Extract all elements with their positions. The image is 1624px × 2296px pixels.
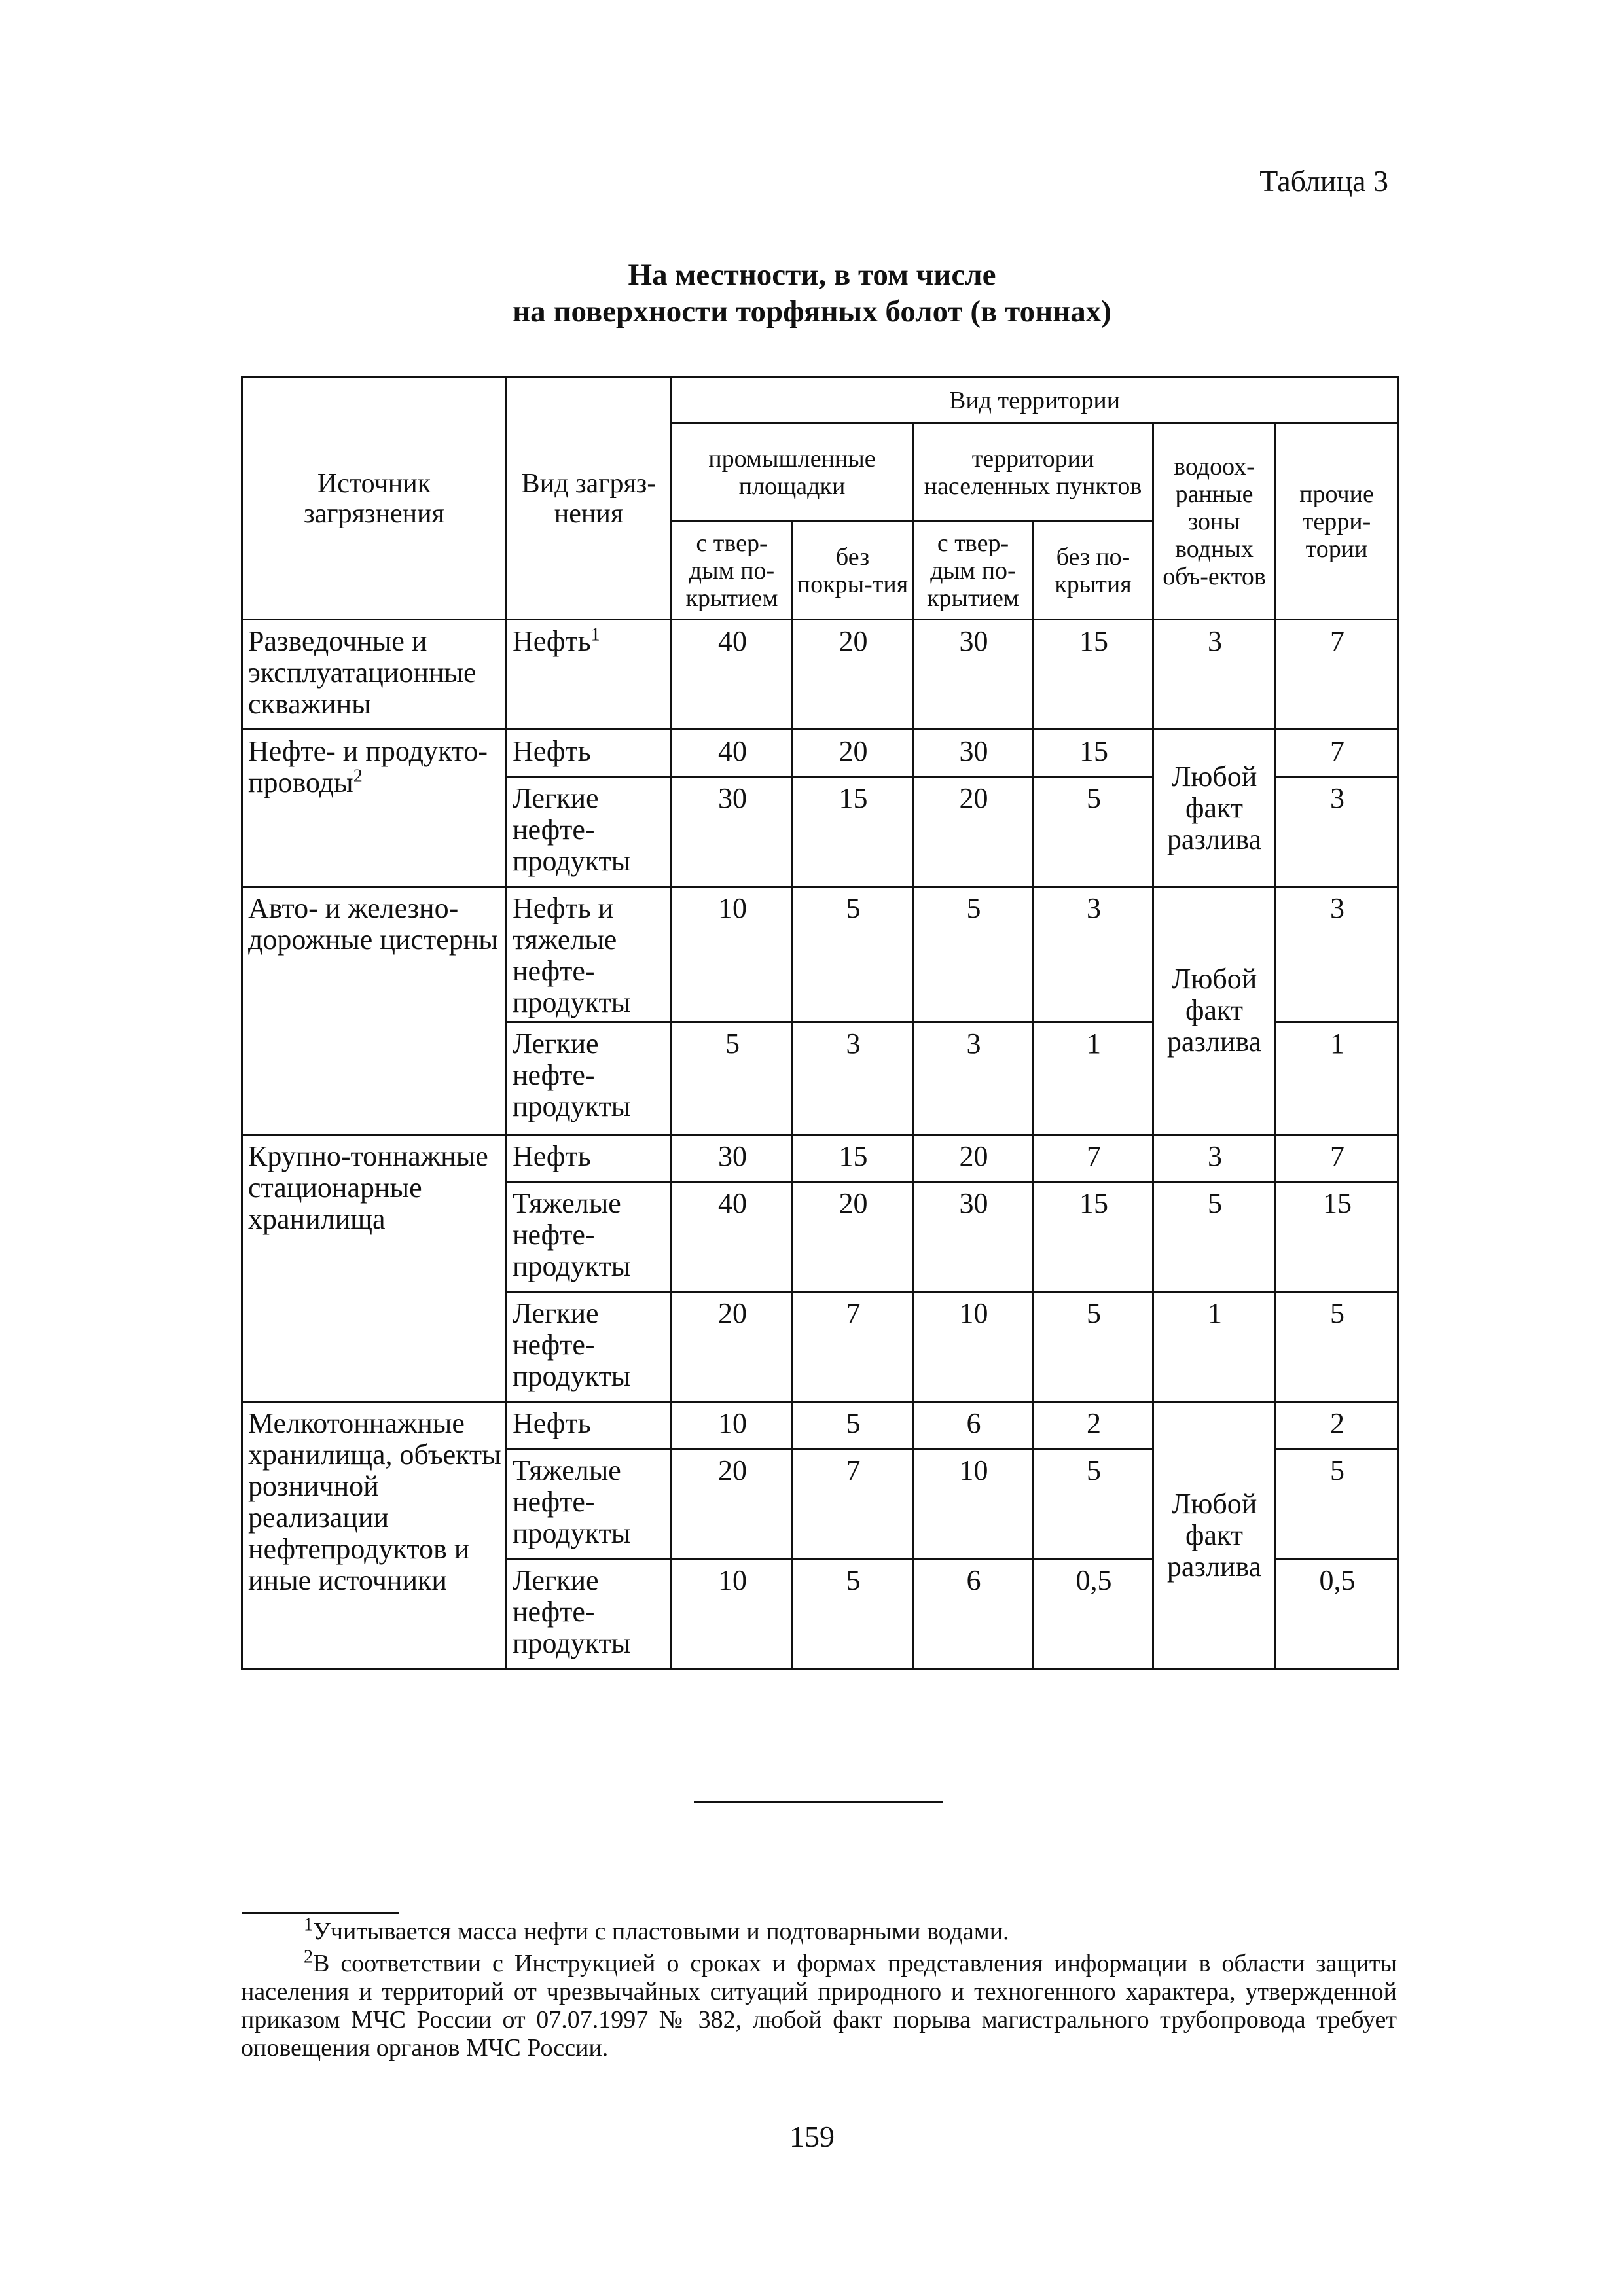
value-cell: 0,5 (1034, 1559, 1153, 1669)
value-cell: 3 (793, 1022, 913, 1135)
footnote-1 (241, 1914, 1397, 1946)
value-cell: 20 (793, 620, 913, 730)
value-cell: 1 (1153, 1292, 1276, 1402)
value-cell: 5 (672, 1022, 793, 1135)
source-cell: Крупно-тоннажные стационарные хранилища (242, 1135, 507, 1402)
value-cell: 30 (913, 620, 1034, 730)
value-cell: 5 (793, 887, 913, 1022)
header-industrial: промышленные площадки (672, 423, 913, 522)
header-water-zones: водоох-ранные зоны водных объ-ектов (1153, 423, 1276, 620)
pollution-type-cell: Нефть (507, 1135, 672, 1182)
footnote-mark: 2 (304, 1946, 313, 1967)
value-cell: 10 (913, 1292, 1034, 1402)
water-zone-merged-cell: Любой факт разлива (1153, 1402, 1276, 1669)
header-territory-type: Вид территории (672, 378, 1398, 423)
value-cell: 10 (672, 887, 793, 1022)
value-cell: 5 (1034, 777, 1153, 887)
table-label: Таблица 3 (1259, 164, 1388, 198)
pollution-type-cell: Тяжелые нефте-продукты (507, 1182, 672, 1292)
value-cell: 15 (1276, 1182, 1398, 1292)
header-ind-no-surface: без покры-тия (793, 522, 913, 620)
header-set-no-surface: без по-крытия (1034, 522, 1153, 620)
value-cell: 15 (793, 777, 913, 887)
table-row (242, 620, 1398, 730)
pollution-type-cell: Нефть$^1$ (507, 620, 672, 730)
value-cell: 15 (1034, 730, 1153, 777)
value-cell: 5 (1034, 1449, 1153, 1559)
source-cell: Нефте- и продукто-проводы$^2$ (242, 730, 507, 887)
value-cell: 15 (1034, 620, 1153, 730)
value-cell: 7 (793, 1292, 913, 1402)
value-cell: 6 (913, 1402, 1034, 1449)
value-cell: 3 (1276, 777, 1398, 887)
source-cell: Авто- и железно-дорожные цистерны (242, 887, 507, 1135)
value-cell: 1 (1276, 1022, 1398, 1135)
table-row (242, 730, 1398, 777)
footnote-text: В соответствии с Инструкцией о сроках и формах представления информации в области защиты населения и территорий от чрезвычайных ситуаций природного и техногенного характера, утвержденной приказом МЧС России от 07.07.1997 № 382, любой факт порыва магистрального трубопровода требует оповещения органов МЧС России. (241, 1950, 1397, 2062)
value-cell: 30 (672, 1135, 793, 1182)
value-cell: 0,5 (1276, 1559, 1398, 1669)
value-cell: 1 (1034, 1022, 1153, 1135)
footnotes (241, 1914, 1397, 2066)
value-cell: 20 (672, 1449, 793, 1559)
value-cell: 20 (793, 730, 913, 777)
value-cell: 7 (1276, 730, 1398, 777)
value-cell: 2 (1276, 1402, 1398, 1449)
table-title (0, 257, 1624, 330)
value-cell: 3 (1034, 887, 1153, 1022)
value-cell: 6 (913, 1559, 1034, 1669)
value-cell: 30 (913, 1182, 1034, 1292)
value-cell: 2 (1034, 1402, 1153, 1449)
value-cell: 40 (672, 620, 793, 730)
value-cell: 20 (672, 1292, 793, 1402)
source-cell: Мелкотоннажные хранилища, объекты розничной реализации нефтепродуктов и иные источники (242, 1402, 507, 1669)
value-cell: 10 (672, 1402, 793, 1449)
value-cell: 5 (1153, 1182, 1276, 1292)
value-cell: 40 (672, 1182, 793, 1292)
table-row (242, 1135, 1398, 1182)
value-cell: 40 (672, 730, 793, 777)
value-cell: 10 (672, 1559, 793, 1669)
pollution-type-cell: Нефть и тяжелые нефте-продукты (507, 887, 672, 1022)
value-cell: 20 (913, 777, 1034, 887)
header-other-territories: прочие терри-тории (1276, 423, 1398, 620)
pollution-type-cell: Легкие нефте-продукты (507, 1022, 672, 1135)
value-cell: 5 (1276, 1292, 1398, 1402)
value-cell: 3 (1153, 1135, 1276, 1182)
page-number: 159 (789, 2120, 835, 2153)
pollution-type-cell: Легкие нефте-продукты (507, 1559, 672, 1669)
value-cell: 5 (913, 887, 1034, 1022)
value-cell: 7 (1276, 1135, 1398, 1182)
header-pollution-type: Вид загряз-нения (507, 378, 672, 620)
table-row (242, 1402, 1398, 1449)
header-ind-hard-surface: с твер-дым по-крытием (672, 522, 793, 620)
title-line-1: На местности, в том числе (628, 258, 996, 292)
value-cell: 5 (1034, 1292, 1153, 1402)
value-cell: 30 (672, 777, 793, 887)
value-cell: 3 (1153, 620, 1276, 730)
source-cell: Разведочные и эксплуатационные скважины (242, 620, 507, 730)
value-cell: 7 (1276, 620, 1398, 730)
value-cell: 5 (793, 1559, 913, 1669)
pollution-type-cell: Тяжелые нефте-продукты (507, 1449, 672, 1559)
pollution-type-cell: Легкие нефте-продукты (507, 777, 672, 887)
water-zone-merged-cell: Любой факт разлива (1153, 887, 1276, 1135)
value-cell: 20 (793, 1182, 913, 1292)
water-zone-merged-cell: Любой факт разлива (1153, 730, 1276, 887)
value-cell: 10 (913, 1449, 1034, 1559)
value-cell: 7 (1034, 1135, 1153, 1182)
pollution-table (241, 376, 1399, 1670)
value-cell: 3 (913, 1022, 1034, 1135)
header-source: Источник загрязнения (242, 378, 507, 620)
footnote-rule (242, 1912, 399, 1914)
value-cell: 15 (793, 1135, 913, 1182)
value-cell: 20 (913, 1135, 1034, 1182)
header-set-hard-surface: с твер-дым по-крытием (913, 522, 1034, 620)
value-cell: 30 (913, 730, 1034, 777)
footnote-2 (241, 1946, 1397, 2062)
value-cell: 7 (793, 1449, 913, 1559)
pollution-type-cell: Нефть (507, 1402, 672, 1449)
value-cell: 5 (1276, 1449, 1398, 1559)
value-cell: 5 (793, 1402, 913, 1449)
footnote-mark: 1 (304, 1914, 313, 1935)
header-settlements: территории населенных пунктов (913, 423, 1153, 522)
table-row (242, 887, 1398, 1022)
separator-line (694, 1801, 943, 1803)
value-cell: 15 (1034, 1182, 1153, 1292)
footnote-text: Учитывается масса нефти с пластовыми и подтоварными водами. (313, 1918, 1009, 1945)
pollution-type-cell: Нефть (507, 730, 672, 777)
value-cell: 3 (1276, 887, 1398, 1022)
title-line-2: на поверхности торфяных болот (в тоннах) (513, 295, 1111, 329)
pollution-type-cell: Легкие нефте-продукты (507, 1292, 672, 1402)
